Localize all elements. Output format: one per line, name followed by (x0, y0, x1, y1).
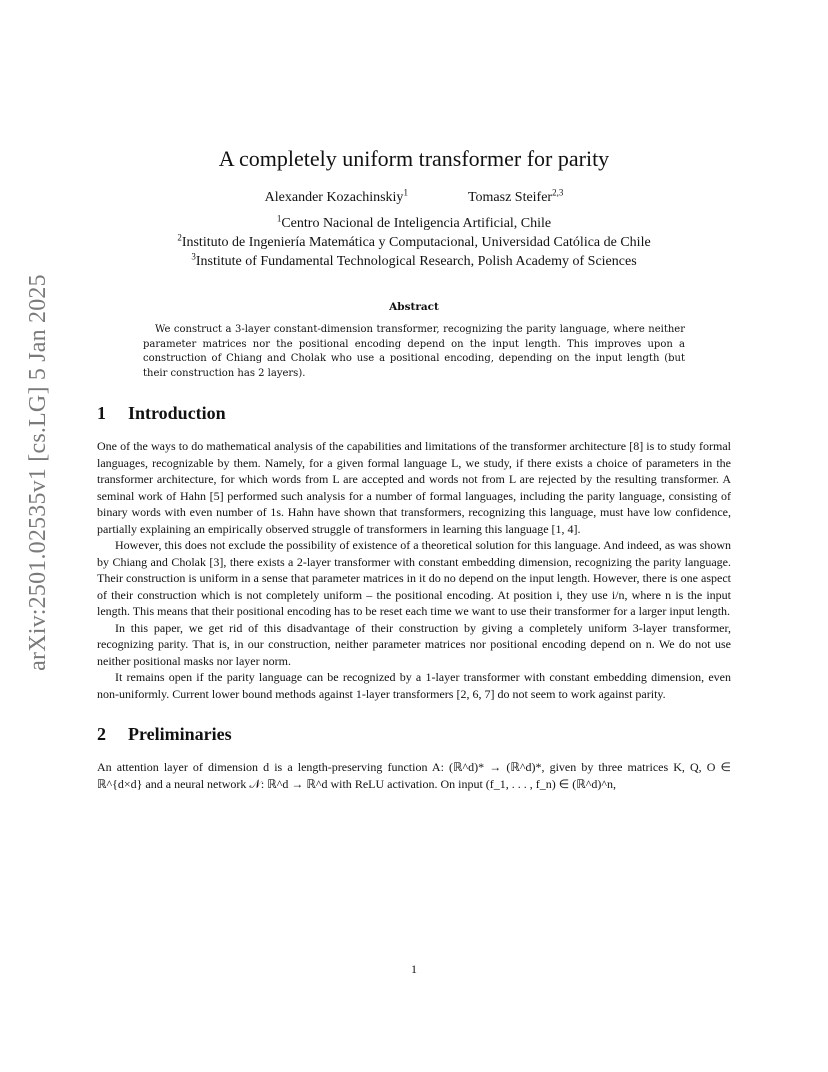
paper-page (97, 140, 731, 792)
section-heading (97, 403, 731, 424)
arxiv-sidebar (18, 272, 58, 672)
affiliation: $^1$Centro Nacional de Inteligencia Artificial, Chile (276, 213, 552, 231)
section-title: Introduction (128, 403, 226, 423)
paragraph: One of the ways to do mathematical analysis of the capabilities and limitations of the transformer architecture [8] is to study formal languages, recognizable by them. Namely, for a given formal language L, we study, if there exists a choice of parameters in the transformer architecture, for which words from L are accepted and words not from L are rejected by the resulting transformer. A seminal work of Hahn [5] performed such analysis for a number of formal languages, including the parity language, consisting of binary words with even number of 1s. Hahn have shown that transformers, recognizing this language, must have low confidence, partially explaining an empirically observed struggle of transformers in learning this language [1, 4]. (97, 439, 731, 536)
abstract (143, 301, 685, 381)
author-list (97, 187, 731, 206)
author: Tomasz Steifer$^{2,3}$ (467, 187, 564, 205)
page-number: 1 (411, 962, 417, 976)
section-number: 1 (97, 403, 106, 423)
section-title: Preliminaries (128, 724, 232, 744)
section-number: 2 (97, 724, 106, 744)
section-heading (97, 724, 731, 745)
author: Alexander Kozachinskiy$^1$ (264, 187, 408, 205)
paragraph: It remains open if the parity language can be recognized by a 1-layer transformer with constant embedding dimension, even non-uniformly. Current lower bound methods against 1-layer transformers [2, 6, 7] do not seem to work against parity. (97, 670, 731, 701)
affiliation: $^2$Instituto de Ingeniería Matemática y Computacional, Universidad Católica de Chile (177, 232, 651, 250)
abstract-heading: Abstract (389, 301, 439, 313)
affiliation-list (97, 214, 731, 271)
paragraph: In this paper, we get rid of this disadvantage of their construction by giving a completely uniform 3-layer transformer, recognizing parity. That is, in our construction, neither parameter matrices nor positional encoding depend on n. We do not use neither positional masks nor layer norm. (97, 620, 731, 668)
paragraph: An attention layer of dimension d is a length-preserving function A: (ℝ^d)* → (ℝ^d)*, given by three matrices K, Q, O ∈ ℝ^{d×d} and a neural network 𝒩: ℝ^d → ℝ^d with ReLU activation. On input (f_1, . . . , f_n) ∈ (ℝ^d)^n, (97, 760, 731, 791)
section-introduction (97, 403, 731, 702)
abstract-text: We construct a 3-layer constant-dimension transformer, recognizing the parity language, where neither parameter matrices nor the positional encoding depend on the input length. This improves upon a construction of Chiang and Cholak who use a positional encoding, depending on the input length (but their construction has 2 layers). (143, 324, 685, 379)
section-preliminaries (97, 724, 731, 792)
affiliation: $^3$Institute of Fundamental Technological Research, Polish Academy of Sciences (191, 251, 637, 269)
paragraph: However, this does not exclude the possibility of existence of a theoretical solution for this language. And indeed, as was shown by Chiang and Cholak [3], there exists a 2-layer transformer with constant embedding dimension, recognizing the parity language. Their construction is uniform in a sense that parameter matrices in it do no depend on the input length. However, there is one aspect of their construction which is not completely uniform – the positional encoding. At position i, they use i/n, where n is the input length. This means that their positional encoding has to be reset each time we want to use their transformer for a larger input length. (97, 538, 731, 618)
paper-title: A completely uniform transformer for parity (218, 146, 610, 171)
arxiv-identifier: arXiv:2501.02535v1 [cs.LG] 5 Jan 2025 (24, 273, 51, 671)
